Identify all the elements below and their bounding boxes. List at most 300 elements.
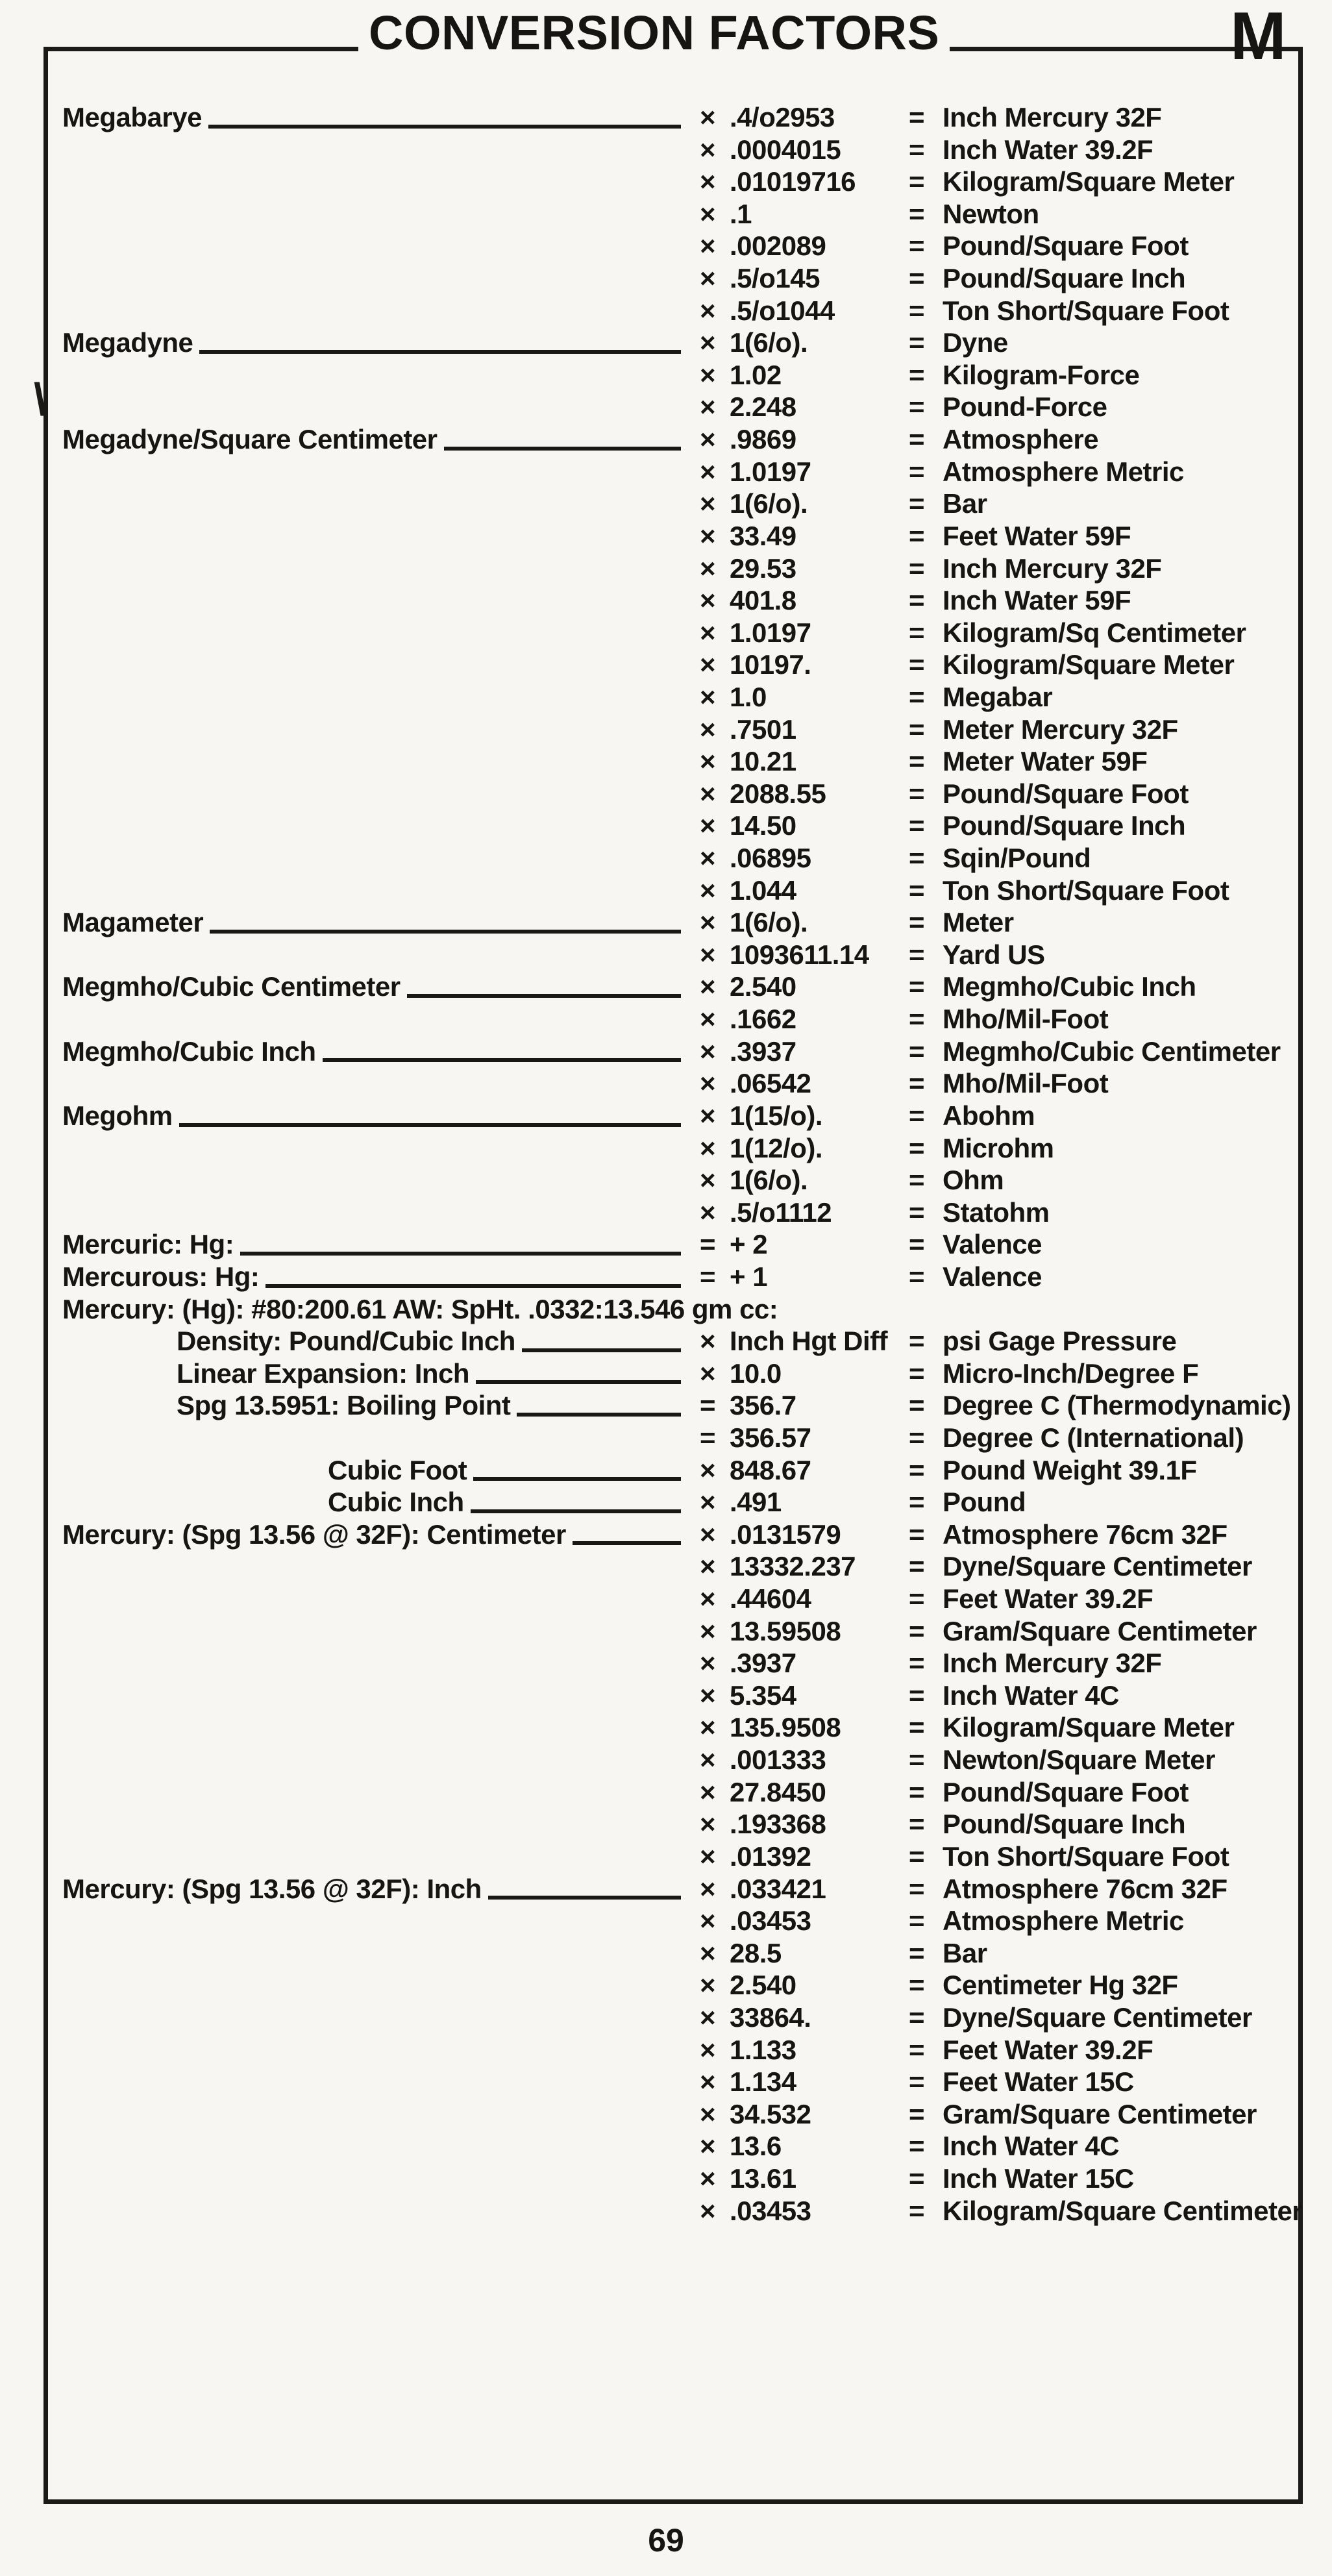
equals-sign: = — [909, 1165, 925, 1196]
label-wrap — [43, 1873, 690, 1905]
factor-value: .01019716 — [730, 166, 856, 197]
result-cell — [909, 1196, 1050, 1229]
equals-sign: = — [909, 1132, 925, 1163]
conversion-row — [43, 713, 1303, 746]
factor-value: .3937 — [730, 1035, 796, 1067]
multiply-sign: × — [700, 456, 716, 487]
result-cell — [909, 1905, 1184, 1937]
conversion-row — [43, 2034, 1303, 2066]
multiply-sign: × — [700, 1776, 716, 1807]
conversion-row — [43, 1325, 1303, 1357]
result-cell — [909, 874, 1229, 907]
factor-value: 1.134 — [730, 2066, 796, 2098]
result-unit: Pound Weight 39.1F — [943, 1454, 1197, 1485]
conversion-row — [43, 488, 1303, 520]
multiply-sign: × — [700, 1679, 716, 1711]
conversion-row — [43, 1744, 1303, 1776]
result-cell — [909, 1389, 1290, 1422]
result-unit: Feet Water 59F — [943, 520, 1131, 551]
factor-cell — [700, 2195, 811, 2227]
factor-value: .9869 — [730, 424, 796, 455]
conversion-row — [43, 134, 1303, 166]
result-unit: Feet Water 39.2F — [943, 2034, 1153, 2065]
equals-sign: = — [909, 649, 925, 680]
result-unit: Centimeter Hg 32F — [943, 1970, 1178, 2001]
conversion-row — [43, 1100, 1303, 1132]
factor-cell — [700, 2130, 782, 2162]
equals-sign: = — [909, 456, 925, 487]
equals-sign: = — [909, 1840, 925, 1872]
result-unit: Kilogram/Square Meter — [943, 1712, 1235, 1743]
equals-sign: = — [909, 102, 925, 132]
multiply-sign: × — [700, 1357, 716, 1389]
conversion-row — [43, 649, 1303, 681]
result-cell — [909, 1003, 1108, 1035]
equals-sign: = — [909, 327, 925, 358]
multiply-sign: × — [700, 1840, 716, 1872]
multiply-sign: × — [700, 134, 716, 165]
result-cell — [909, 359, 1139, 391]
equals-sign: = — [909, 2131, 925, 2162]
equals-sign: = — [909, 2195, 925, 2226]
result-cell — [909, 198, 1039, 230]
factor-cell — [700, 134, 841, 166]
multiply-sign: × — [700, 391, 716, 423]
result-cell — [909, 778, 1189, 810]
leader-line — [471, 1509, 681, 1513]
result-unit: Atmosphere 76cm 32F — [943, 1873, 1227, 1904]
factor-value: 14.50 — [730, 810, 796, 841]
equals-sign: = — [909, 134, 925, 165]
conversion-row — [43, 842, 1303, 874]
result-unit: Sqin/Pound — [943, 843, 1091, 874]
result-unit: Megabar — [943, 681, 1053, 712]
equals-sign: = — [909, 295, 925, 326]
equals-sign: = — [909, 1357, 925, 1389]
equals-sign: = — [909, 1615, 925, 1646]
factor-cell — [700, 842, 811, 874]
conversion-row — [43, 262, 1303, 295]
factor-cell — [700, 1261, 767, 1293]
conversion-row — [43, 1422, 1303, 1454]
label-wrap — [43, 1261, 690, 1293]
equals-sign: = — [909, 874, 925, 906]
result-unit: Kilogram/Square Meter — [943, 649, 1235, 680]
equals-sign: = — [909, 1744, 925, 1776]
conversion-row — [43, 1454, 1303, 1487]
result-cell — [909, 842, 1091, 874]
result-unit: Pound/Square Inch — [943, 810, 1186, 841]
result-unit: Atmosphere Metric — [943, 1905, 1184, 1937]
result-unit: Inch Water 15C — [943, 2163, 1134, 2194]
page-number: 69 — [648, 2522, 684, 2558]
factor-cell — [700, 1937, 782, 1970]
multiply-sign: × — [700, 1165, 716, 1196]
multiply-sign: × — [700, 939, 716, 970]
label-wrap — [43, 1454, 690, 1487]
factor-cell — [700, 1744, 826, 1776]
conversion-row — [43, 681, 1303, 713]
factor-cell — [700, 359, 782, 391]
result-cell — [909, 617, 1246, 649]
equals-sign: = — [909, 1100, 925, 1131]
multiply-sign: × — [700, 778, 716, 809]
factor-cell — [700, 939, 869, 971]
factor-cell — [700, 906, 808, 939]
factor-value: .193368 — [730, 1809, 826, 1840]
factor-value: .4/o2953 — [730, 102, 835, 132]
equals-sign: = — [909, 2163, 925, 2194]
result-cell — [909, 1647, 1161, 1679]
result-unit: Mho/Mil-Foot — [943, 1004, 1109, 1035]
multiply-sign: × — [700, 681, 716, 712]
conversion-row — [43, 1647, 1303, 1679]
conversion-row — [43, 2098, 1303, 2131]
factor-value: 13.6 — [730, 2131, 782, 2162]
result-cell — [909, 295, 1229, 327]
factor-value: .06895 — [730, 843, 811, 874]
factor-cell — [700, 2034, 796, 2066]
result-unit: Pound/Square Foot — [943, 1776, 1189, 1807]
equals-sign: = — [909, 1905, 925, 1937]
leader-line — [199, 350, 681, 354]
equals-sign: = — [909, 520, 925, 551]
result-unit: Inch Mercury 32F — [943, 102, 1162, 132]
equals-sign: = — [909, 1229, 925, 1260]
factor-cell — [700, 391, 796, 423]
factor-value: .01392 — [730, 1840, 811, 1872]
multiply-sign: × — [700, 1712, 716, 1743]
factor-cell — [700, 520, 796, 552]
multiply-sign: × — [700, 1004, 716, 1035]
factor-value: .06542 — [730, 1068, 811, 1099]
term-label: Mercury: (Spg 13.56 @ 32F): Inch — [62, 1873, 482, 1904]
result-cell — [909, 939, 1045, 971]
equals-sign: = — [909, 843, 925, 874]
result-unit: Inch Water 4C — [943, 1679, 1119, 1711]
label-wrap — [43, 1325, 690, 1357]
result-unit: Gram/Square Centimeter — [943, 1615, 1257, 1646]
factor-cell — [700, 1100, 822, 1132]
conversion-row — [43, 1679, 1303, 1712]
result-unit: Atmosphere — [943, 424, 1099, 455]
multiply-sign: × — [700, 1100, 716, 1131]
label-wrap — [43, 101, 690, 134]
factor-cell — [700, 101, 835, 134]
factor-value: 10197. — [730, 649, 811, 680]
factor-value: 27.8450 — [730, 1776, 826, 1807]
equals-sign: = — [909, 2098, 925, 2129]
factor-value: 28.5 — [730, 1937, 782, 1968]
result-unit: Ton Short/Square Foot — [943, 295, 1229, 326]
multiply-sign: × — [700, 1937, 716, 1968]
factor-cell — [700, 1808, 826, 1840]
multiply-sign: × — [700, 2163, 716, 2194]
term-label: Linear Expansion: Inch — [177, 1357, 470, 1389]
result-unit: Micro-Inch/Degree F — [943, 1357, 1199, 1389]
conversion-row — [43, 1808, 1303, 1840]
conversion-row — [43, 2162, 1303, 2195]
result-cell — [909, 1840, 1229, 1873]
factor-cell — [700, 1776, 826, 1809]
factor-cell — [700, 230, 826, 262]
multiply-sign: × — [700, 1615, 716, 1646]
factor-cell — [700, 1357, 782, 1390]
equals-sign: = — [909, 1712, 925, 1743]
factor-value: 1(6/o). — [730, 327, 808, 358]
factor-value: .5/o1044 — [730, 295, 835, 326]
result-cell — [909, 327, 1008, 359]
factor-cell — [700, 1132, 822, 1165]
equals-sign: = — [909, 713, 925, 745]
factor-cell — [700, 1486, 782, 1518]
result-unit: Degree C (International) — [943, 1422, 1244, 1453]
factor-value: .03453 — [730, 1905, 811, 1937]
result-cell — [909, 520, 1131, 552]
factor-value: 2088.55 — [730, 778, 826, 809]
factor-cell — [700, 2001, 811, 2034]
multiply-sign: × — [700, 1970, 716, 2001]
result-cell — [909, 1873, 1227, 1905]
factor-cell — [700, 1873, 826, 1905]
conversion-row — [43, 1583, 1303, 1615]
factor-cell — [700, 1454, 811, 1487]
result-cell — [909, 230, 1189, 262]
multiply-sign: × — [700, 359, 716, 390]
equals-sign: = — [909, 1583, 925, 1615]
term-label: Megabarye — [62, 102, 202, 132]
conversion-row — [43, 971, 1303, 1003]
multiply-sign: × — [700, 520, 716, 551]
factor-value: 13.61 — [730, 2163, 796, 2194]
conversion-row — [43, 745, 1303, 778]
result-unit: Pound/Square Inch — [943, 1809, 1186, 1840]
equals-sign: = — [700, 1390, 716, 1421]
leader-line — [208, 125, 681, 129]
multiply-sign: × — [700, 1551, 716, 1582]
label-wrap — [43, 1100, 690, 1132]
factor-value: 356.57 — [730, 1422, 811, 1453]
section-letter: M — [1230, 0, 1287, 74]
factor-value: 1(15/o). — [730, 1100, 823, 1131]
label-wrap — [43, 1228, 690, 1261]
factor-cell — [700, 423, 796, 456]
factor-value: .5/o1112 — [730, 1196, 832, 1228]
factor-cell — [700, 1969, 796, 2001]
result-cell — [909, 1035, 1281, 1068]
label-wrap — [43, 1518, 690, 1551]
factor-cell — [700, 778, 826, 810]
result-unit: Microhm — [943, 1132, 1054, 1163]
result-cell — [909, 2034, 1153, 2066]
term-label: Mercuric: Hg: — [62, 1229, 234, 1260]
factor-value: + 1 — [730, 1261, 768, 1292]
factor-cell — [700, 1647, 796, 1679]
factor-cell — [700, 2066, 796, 2098]
factor-cell — [700, 1518, 841, 1551]
factor-cell — [700, 713, 796, 746]
conversion-row — [43, 1228, 1303, 1261]
conversion-row — [43, 584, 1303, 617]
multiply-sign: × — [700, 874, 716, 906]
multiply-sign: × — [700, 102, 716, 132]
conversion-row — [43, 198, 1303, 230]
conversion-row — [43, 1132, 1303, 1165]
result-unit: Newton — [943, 198, 1039, 229]
multiply-sign: × — [700, 1518, 716, 1550]
equals-sign: = — [909, 488, 925, 519]
equals-sign: = — [909, 359, 925, 390]
factor-cell — [700, 1196, 832, 1229]
result-cell — [909, 391, 1107, 423]
result-cell — [909, 2001, 1252, 2034]
factor-value: 1.0197 — [730, 456, 811, 487]
result-cell — [909, 1937, 987, 1970]
result-unit: Pound — [943, 1487, 1026, 1518]
conversion-row — [43, 1035, 1303, 1068]
factor-cell — [700, 166, 856, 198]
result-cell — [909, 1615, 1257, 1648]
factor-value: .7501 — [730, 713, 796, 745]
factor-cell — [700, 874, 796, 907]
equals-sign: = — [909, 2034, 925, 2065]
label-wrap — [43, 1389, 690, 1422]
result-cell — [909, 1357, 1198, 1390]
result-unit: Ton Short/Square Foot — [943, 874, 1229, 906]
result-cell — [909, 101, 1161, 134]
leader-line — [476, 1380, 681, 1384]
result-unit: Bar — [943, 488, 987, 519]
conversion-row — [43, 1840, 1303, 1873]
result-unit: Ohm — [943, 1165, 1004, 1196]
equals-sign: = — [909, 2001, 925, 2033]
multiply-sign: × — [700, 230, 716, 262]
factor-cell — [700, 295, 835, 327]
multiply-sign: × — [700, 198, 716, 229]
leader-line — [573, 1541, 681, 1545]
conversion-row — [43, 166, 1303, 198]
label-wrap — [43, 1293, 778, 1326]
conversion-row — [43, 295, 1303, 327]
factor-value: Inch Hgt Diff — [730, 1326, 888, 1357]
result-unit: Pound-Force — [943, 391, 1107, 423]
factor-value: 1(6/o). — [730, 1165, 808, 1196]
factor-value: .3937 — [730, 1648, 796, 1679]
result-cell — [909, 1808, 1185, 1840]
result-unit: Atmosphere Metric — [943, 456, 1184, 487]
factor-cell — [700, 1325, 887, 1357]
equals-sign: = — [909, 1390, 925, 1421]
result-cell — [909, 1228, 1042, 1261]
result-cell — [909, 1261, 1042, 1293]
conversion-row — [43, 1905, 1303, 1937]
equals-sign: = — [909, 1679, 925, 1711]
conversion-row — [43, 520, 1303, 552]
factor-value: 13332.237 — [730, 1551, 856, 1582]
factor-cell — [700, 1067, 811, 1100]
result-cell — [909, 166, 1234, 198]
leader-line — [240, 1252, 681, 1256]
factor-cell — [700, 456, 811, 488]
result-unit: Kilogram/Square Centimeter — [943, 2195, 1303, 2226]
multiply-sign: × — [700, 2098, 716, 2129]
factor-cell — [700, 1679, 796, 1712]
factor-value: 2.248 — [730, 391, 796, 423]
equals-sign: = — [909, 778, 925, 809]
leader-line — [473, 1477, 681, 1481]
factor-value: .1662 — [730, 1004, 796, 1035]
multiply-sign: × — [700, 2131, 716, 2162]
factor-value: .03453 — [730, 2195, 811, 2226]
equals-sign: = — [909, 939, 925, 970]
equals-sign: = — [909, 585, 925, 616]
equals-sign: = — [909, 1035, 925, 1067]
multiply-sign: × — [700, 1326, 716, 1357]
conversion-row — [43, 1003, 1303, 1035]
equals-sign: = — [909, 552, 925, 584]
result-cell — [909, 1486, 1026, 1518]
multiply-sign: × — [700, 2001, 716, 2033]
multiply-sign: × — [700, 295, 716, 326]
equals-sign: = — [909, 391, 925, 423]
conversion-row — [43, 552, 1303, 585]
multiply-sign: × — [700, 810, 716, 841]
result-cell — [909, 1100, 1035, 1132]
factor-value: 356.7 — [730, 1390, 796, 1421]
result-unit: Feet Water 39.2F — [943, 1583, 1153, 1615]
result-unit: Valence — [943, 1229, 1042, 1260]
equals-sign: = — [909, 1776, 925, 1807]
factor-cell — [700, 810, 796, 842]
factor-value: 1(12/o). — [730, 1132, 823, 1163]
equals-sign: = — [909, 681, 925, 712]
conversion-row — [43, 1357, 1303, 1390]
term-label: Cubic Inch — [328, 1487, 464, 1518]
factor-cell — [700, 1550, 856, 1583]
factor-value: 10.0 — [730, 1357, 782, 1389]
result-cell — [909, 262, 1185, 295]
multiply-sign: × — [700, 1648, 716, 1679]
conversion-row — [43, 2195, 1303, 2227]
label-wrap — [43, 327, 690, 359]
conversion-row — [43, 810, 1303, 842]
equals-sign: = — [909, 1937, 925, 1968]
conversion-row — [43, 617, 1303, 649]
result-cell — [909, 423, 1098, 456]
result-cell — [909, 810, 1185, 842]
section-header-row — [43, 1293, 1303, 1326]
conversion-row — [43, 456, 1303, 488]
equals-sign: = — [909, 1004, 925, 1035]
factor-value: 1.0197 — [730, 617, 811, 648]
page-title: CONVERSION FACTORS — [358, 9, 950, 57]
factor-cell — [700, 1228, 767, 1261]
factor-cell — [700, 1840, 811, 1873]
stray-mark: \ — [34, 374, 47, 425]
label-wrap — [43, 1486, 690, 1518]
multiply-sign: × — [700, 1744, 716, 1776]
factor-cell — [700, 1711, 841, 1744]
factor-value: 1(6/o). — [730, 488, 808, 519]
equals-sign: = — [909, 971, 925, 1002]
conversion-row — [43, 101, 1303, 134]
equals-sign: = — [909, 424, 925, 455]
result-cell — [909, 649, 1234, 681]
result-unit: Abohm — [943, 1100, 1035, 1131]
factor-value: 401.8 — [730, 585, 796, 616]
factor-cell — [700, 681, 767, 713]
multiply-sign: × — [700, 2034, 716, 2065]
